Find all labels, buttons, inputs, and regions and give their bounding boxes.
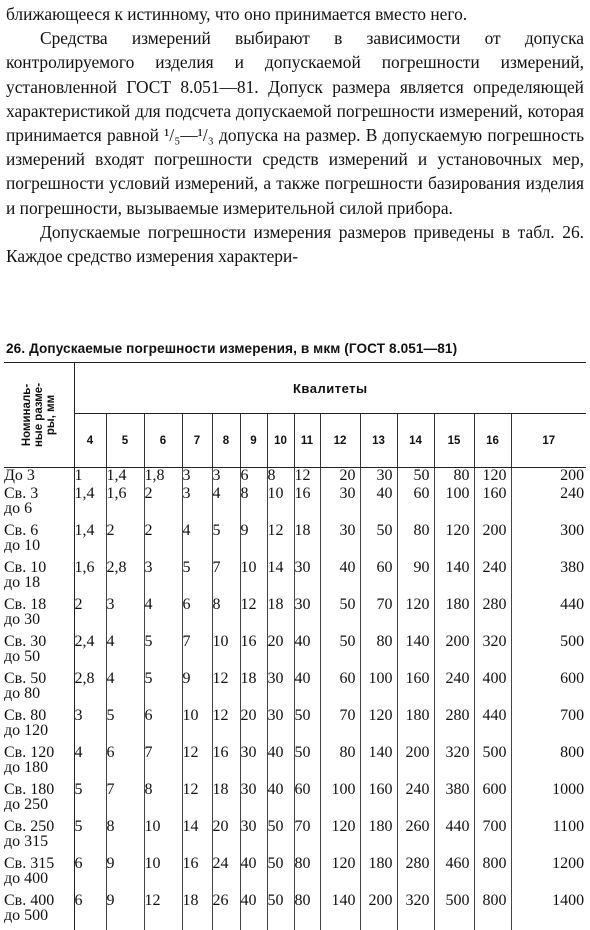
tolerance-value: 18 [182, 893, 212, 930]
tolerance-value: 30 [240, 819, 267, 856]
tolerance-value: 50 [294, 708, 320, 745]
tolerance-value: 800 [474, 893, 511, 930]
tolerance-value: 30 [294, 560, 320, 597]
tolerance-value: 80 [294, 856, 320, 893]
tolerance-value: 12 [182, 745, 212, 782]
tolerance-value: 6 [106, 745, 144, 782]
tolerance-value: 80 [294, 893, 320, 930]
tolerance-value: 50 [320, 597, 360, 634]
tolerance-value: 240 [397, 782, 434, 819]
size-range-cell [4, 634, 74, 671]
tolerance-value: 30 [240, 745, 267, 782]
tolerance-value: 18 [240, 671, 267, 708]
tolerance-value: 40 [294, 671, 320, 708]
tolerance-value: 1400 [552, 891, 585, 909]
tolerance-value: 60 [397, 486, 434, 523]
quality-header-9: 9 [240, 414, 267, 468]
tolerance-value: 16 [182, 856, 212, 893]
tolerance-value: 9 [182, 671, 212, 708]
tolerance-value: 24 [212, 856, 240, 893]
tolerance-value: 50 [320, 634, 360, 671]
size-from: До 3 [4, 467, 35, 484]
quality-header-10: 10 [267, 414, 294, 468]
tolerance-value: 70 [294, 819, 320, 856]
tolerance-value: 460 [434, 856, 474, 893]
tolerance-value: 700 [560, 706, 585, 724]
tolerance-value: 16 [240, 634, 267, 671]
size-to: до 180 [4, 759, 49, 776]
tolerance-value: 320 [434, 745, 474, 782]
tolerance-value: 6 [74, 856, 106, 893]
size-from: Св. 6 [4, 521, 39, 539]
tolerance-value: 30 [294, 597, 320, 634]
tolerance-value: 240 [474, 560, 511, 597]
quality-header-17: 17 [511, 414, 586, 468]
tolerance-value: 30 [267, 671, 294, 708]
tolerance-value: 600 [474, 782, 511, 819]
tolerance-value: 80 [360, 634, 397, 671]
tolerance-value: 1,6 [106, 486, 144, 523]
size-range-cell [4, 523, 74, 560]
table-row [4, 819, 586, 856]
tolerance-value: 50 [267, 819, 294, 856]
size-from: Св. 80 [4, 706, 47, 724]
tolerance-value: 200 [434, 634, 474, 671]
size-to: до 50 [4, 648, 41, 665]
table-row [4, 634, 586, 671]
tolerance-value: 1100 [552, 817, 585, 835]
size-range-cell [4, 819, 74, 856]
tolerance-value: 80 [434, 468, 474, 486]
tolerance-value: 160 [474, 486, 511, 523]
tolerance-value: 380 [434, 782, 474, 819]
tolerance-value: 30 [320, 486, 360, 523]
tolerance-value: 180 [434, 597, 474, 634]
tolerance-value: 4 [106, 671, 144, 708]
tolerance-value: 5 [144, 671, 182, 708]
size-from: Св. 120 [4, 743, 55, 761]
quality-header-8: 8 [212, 414, 240, 468]
tolerance-value: 700 [474, 819, 511, 856]
tolerance-value: 20 [267, 634, 294, 671]
tolerance-value: 12 [144, 893, 182, 930]
tolerance-value: 5 [106, 708, 144, 745]
tolerance-value: 26 [212, 893, 240, 930]
tolerance-value: 10 [182, 708, 212, 745]
tolerance-value: 40 [360, 486, 397, 523]
tolerance-value: 120 [397, 597, 434, 634]
tolerance-value: 7 [182, 634, 212, 671]
tolerance-value: 120 [474, 468, 511, 486]
tolerance-value: 30 [240, 782, 267, 819]
tolerance-value: 6 [74, 893, 106, 930]
tolerance-value: 160 [360, 782, 397, 819]
size-header-line: Номиналь- [20, 383, 33, 447]
tolerance-value: 50 [397, 468, 434, 486]
tolerance-value: 4 [144, 597, 182, 634]
tolerance-value: 5 [144, 634, 182, 671]
tolerance-value: 440 [434, 819, 474, 856]
tolerance-value: 140 [434, 560, 474, 597]
tolerance-value: 100 [360, 671, 397, 708]
size-to: до 500 [4, 907, 49, 924]
tolerance-value: 1,6 [74, 560, 106, 597]
size-range-cell [4, 782, 74, 819]
paragraph-table-reference: Допускаемые погрешности измерения размеров приведены в табл. 26. Каждое средство измерения характери- [6, 221, 584, 267]
tolerance-value: 10 [144, 819, 182, 856]
table-body [4, 468, 586, 930]
tolerance-value: 10 [267, 486, 294, 523]
tolerance-value: 1,4 [106, 468, 144, 486]
quality-group-header: Квалитеты [74, 363, 586, 414]
tolerance-value: 200 [560, 467, 585, 484]
tolerance-value: 3 [144, 560, 182, 597]
tolerance-value: 3 [182, 486, 212, 523]
size-to: до 315 [4, 833, 49, 850]
tolerance-value: 30 [320, 523, 360, 560]
tolerance-value: 60 [360, 560, 397, 597]
tolerance-value: 3 [212, 468, 240, 486]
tolerance-value: 9 [106, 893, 144, 930]
tolerance-value: 80 [320, 745, 360, 782]
tolerance-value: 18 [212, 782, 240, 819]
size-range-cell [4, 708, 74, 745]
tolerance-value: 200 [360, 893, 397, 930]
table-row [4, 708, 586, 745]
tolerance-value: 7 [212, 560, 240, 597]
size-column-header [4, 363, 74, 468]
tolerance-value: 90 [397, 560, 434, 597]
tolerance-value: 3 [74, 708, 106, 745]
quality-header-row [4, 414, 586, 468]
tolerance-value: 60 [294, 782, 320, 819]
tolerance-value: 280 [474, 597, 511, 634]
body-text [6, 2, 584, 268]
tolerance-value: 12 [182, 782, 212, 819]
tolerance-value: 7 [144, 745, 182, 782]
tolerance-value: 500 [560, 632, 585, 650]
tolerance-value: 160 [397, 671, 434, 708]
tolerance-value: 40 [240, 893, 267, 930]
tolerance-value: 5 [182, 560, 212, 597]
size-to: до 400 [4, 870, 49, 887]
tolerance-value: 50 [267, 893, 294, 930]
table-row [4, 856, 586, 893]
size-range-cell [4, 745, 74, 782]
tolerance-value: 10 [212, 634, 240, 671]
tolerance-value: 240 [560, 484, 585, 502]
tolerance-value: 12 [240, 597, 267, 634]
tolerance-value: 3 [106, 597, 144, 634]
tolerance-value: 1000 [552, 780, 585, 798]
table-row [4, 782, 586, 819]
tolerance-value: 2,4 [74, 634, 106, 671]
tolerance-value: 40 [267, 782, 294, 819]
quality-header-6: 6 [144, 414, 182, 468]
tolerance-value: 40 [294, 634, 320, 671]
size-header-line: ные разме- [32, 382, 45, 448]
tolerance-value: 1200 [552, 854, 585, 872]
size-from: Св. 10 [4, 558, 47, 576]
tolerance-value: 9 [106, 856, 144, 893]
tolerance-value: 2 [144, 523, 182, 560]
tolerance-value: 9 [240, 523, 267, 560]
tolerance-value: 2 [144, 486, 182, 523]
tolerance-value: 800 [474, 856, 511, 893]
quality-header-7: 7 [182, 414, 212, 468]
tolerance-value: 2,8 [74, 671, 106, 708]
tolerance-value: 20 [212, 819, 240, 856]
quality-header-5: 5 [106, 414, 144, 468]
tolerance-value: 50 [267, 856, 294, 893]
size-range-cell [4, 597, 74, 634]
tolerance-value: 120 [320, 819, 360, 856]
table-row [4, 523, 586, 560]
tolerance-value: 200 [397, 745, 434, 782]
tolerance-value: 200 [474, 523, 511, 560]
tolerance-value: 320 [474, 634, 511, 671]
quality-header-15: 15 [434, 414, 474, 468]
tolerance-value: 12 [212, 708, 240, 745]
tolerance-value: 8 [106, 819, 144, 856]
tolerance-value: 4 [182, 523, 212, 560]
size-to: до 6 [4, 500, 33, 517]
tolerance-value: 500 [434, 893, 474, 930]
tolerance-value: 18 [267, 597, 294, 634]
quality-header-13: 13 [360, 414, 397, 468]
tolerance-value: 8 [267, 468, 294, 486]
tolerance-value: 8 [212, 597, 240, 634]
tolerance-value: 280 [397, 856, 434, 893]
paragraph-measuring-instruments: Средства измерений выбирают в зависимости от допуска контролируемого изделия и допускаемой погрешности измерений, установленной ГОСТ 8.051—81. Допуск размера является определяющей характеристикой для подсчета допускаемой погрешности измерений, которая принимается равной ¹/₅—¹/₃ допуска на размер. В допускаемую погрешность измерений входят погрешности средств измерений и установочных мер, погрешности условий измерений, а также погрешности базирования изделия и погрешности, вызываемые измерительной силой прибора. [6, 28, 584, 218]
tolerance-value: 80 [397, 523, 434, 560]
tolerance-value: 18 [294, 523, 320, 560]
tolerance-value: 100 [320, 782, 360, 819]
tolerance-value: 30 [267, 708, 294, 745]
tolerance-value: 120 [360, 708, 397, 745]
tolerance-value: 440 [474, 708, 511, 745]
tolerance-value: 6 [240, 468, 267, 486]
size-from: Св. 315 [4, 854, 55, 872]
tolerance-value: 5 [74, 782, 106, 819]
tolerance-value: 3 [182, 468, 212, 486]
tolerance-value: 1,8 [144, 468, 182, 486]
table-row [4, 597, 586, 634]
tolerance-value: 4 [74, 745, 106, 782]
tolerance-value: 140 [397, 634, 434, 671]
tolerance-value: 320 [397, 893, 434, 930]
tolerance-value: 180 [360, 819, 397, 856]
size-to: до 120 [4, 722, 49, 739]
size-header-line: ры, мм [44, 394, 57, 436]
tolerance-value: 1 [74, 468, 106, 486]
size-from: Св. 180 [4, 780, 55, 798]
size-range-cell [4, 560, 74, 597]
size-from: Св. 3 [4, 484, 39, 502]
tolerance-value: 2,8 [106, 560, 144, 597]
tolerance-value: 30 [360, 468, 397, 486]
table-row [4, 671, 586, 708]
tolerance-value: 40 [320, 560, 360, 597]
tolerance-value: 1,4 [74, 486, 106, 523]
tolerance-value: 40 [240, 856, 267, 893]
tolerance-value: 180 [360, 856, 397, 893]
size-range-cell [4, 856, 74, 893]
tolerance-value: 14 [182, 819, 212, 856]
tolerance-value: 260 [397, 819, 434, 856]
size-to: до 80 [4, 685, 41, 702]
tolerance-value: 70 [360, 597, 397, 634]
tolerance-value: 7 [106, 782, 144, 819]
size-from: Св. 250 [4, 817, 55, 835]
tolerance-value: 12 [267, 523, 294, 560]
tolerance-value: 5 [212, 523, 240, 560]
size-to: до 30 [4, 611, 41, 628]
paragraph-continued: ближающееся к истинному, что оно принимается вместо него. [6, 4, 468, 24]
size-from: Св. 18 [4, 595, 47, 613]
quality-header-12: 12 [320, 414, 360, 468]
tolerance-value: 20 [240, 708, 267, 745]
table-row [4, 560, 586, 597]
size-to: до 18 [4, 574, 41, 591]
tolerance-value: 60 [320, 671, 360, 708]
tolerance-value: 6 [182, 597, 212, 634]
tolerance-value: 6 [144, 708, 182, 745]
tolerance-value: 240 [434, 671, 474, 708]
tolerance-value: 40 [267, 745, 294, 782]
tolerance-value: 8 [144, 782, 182, 819]
tolerance-value: 8 [240, 486, 267, 523]
table-row [4, 745, 586, 782]
tolerance-value: 600 [560, 669, 585, 687]
tolerance-value: 70 [320, 708, 360, 745]
size-range-cell [4, 486, 74, 523]
tolerance-value: 440 [560, 595, 585, 613]
tolerance-value: 2 [106, 523, 144, 560]
tolerance-value: 1,4 [74, 523, 106, 560]
tolerance-value: 50 [360, 523, 397, 560]
quality-header-14: 14 [397, 414, 434, 468]
tolerance-value: 280 [434, 708, 474, 745]
tolerance-value: 10 [144, 856, 182, 893]
tolerance-value: 800 [560, 743, 585, 761]
tolerance-value: 400 [474, 671, 511, 708]
tolerance-value: 380 [560, 558, 585, 576]
tolerance-value: 4 [212, 486, 240, 523]
size-from: Св. 30 [4, 632, 47, 650]
tolerance-value: 500 [474, 745, 511, 782]
tolerance-value: 120 [434, 523, 474, 560]
size-range-cell [4, 468, 74, 486]
tolerance-value: 2 [74, 597, 106, 634]
tolerance-value: 16 [212, 745, 240, 782]
size-from: Св. 50 [4, 669, 47, 687]
tolerance-value: 12 [212, 671, 240, 708]
quality-header-4: 4 [74, 414, 106, 468]
tolerance-value: 100 [434, 486, 474, 523]
tolerance-value: 20 [320, 468, 360, 486]
tolerance-value: 180 [397, 708, 434, 745]
tolerance-value: 14 [267, 560, 294, 597]
tolerance-value: 5 [74, 819, 106, 856]
quality-header-11: 11 [294, 414, 320, 468]
size-to: до 250 [4, 796, 49, 813]
table-row [4, 468, 586, 486]
tolerance-value: 140 [320, 893, 360, 930]
table-row [4, 486, 586, 523]
size-to: до 10 [4, 537, 41, 554]
tolerance-value: 12 [294, 468, 320, 486]
quality-header-16: 16 [474, 414, 511, 468]
tolerance-value: 50 [294, 745, 320, 782]
tolerance-value: 300 [560, 521, 585, 539]
tolerance-value: 120 [320, 856, 360, 893]
tolerance-value: 16 [294, 486, 320, 523]
tolerance-value: 10 [240, 560, 267, 597]
table-caption: 26. Допускаемые погрешности измерения, в мкм (ГОСТ 8.051—81) [6, 341, 458, 356]
tolerance-table [4, 362, 586, 930]
size-from: Св. 400 [4, 891, 55, 909]
size-range-cell [4, 671, 74, 708]
tolerance-value: 4 [106, 634, 144, 671]
tolerance-value: 140 [360, 745, 397, 782]
